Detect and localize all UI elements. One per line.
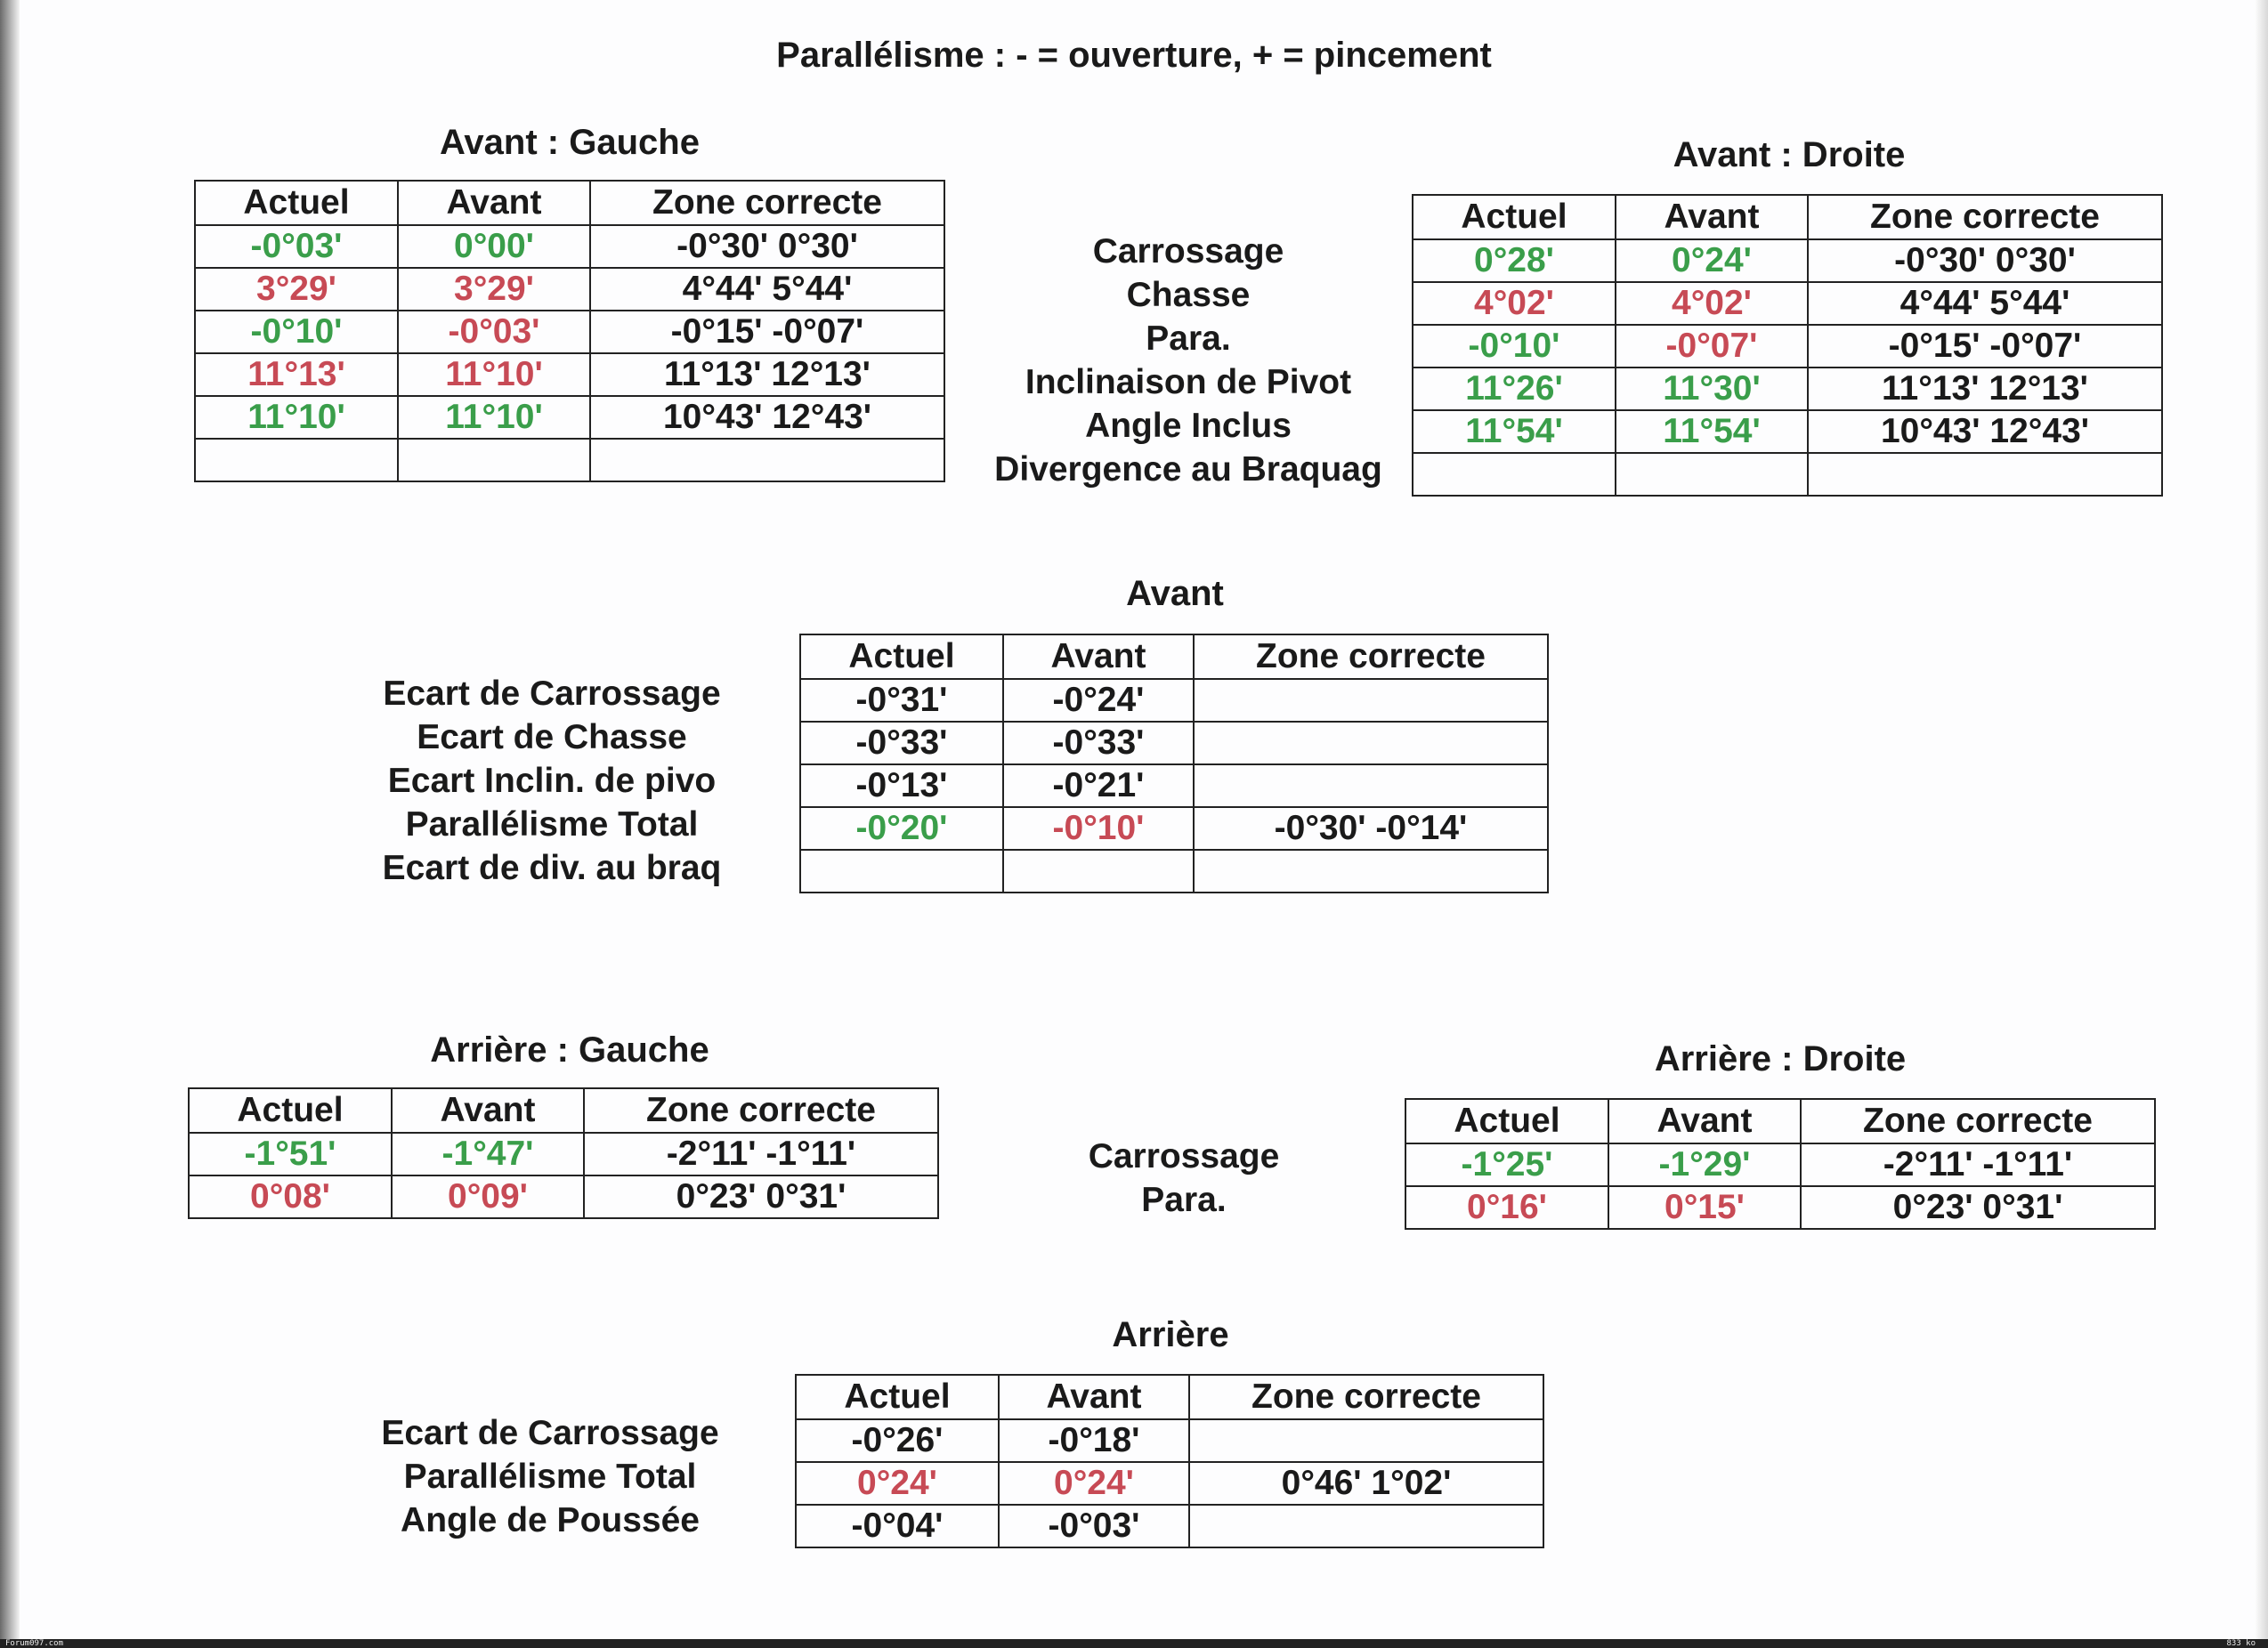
- cell-avant: -0°03': [398, 311, 590, 353]
- table-body: [800, 679, 1548, 893]
- cell-zone: 11°13' 12°13': [590, 353, 944, 396]
- front-row-labels: [966, 230, 1411, 491]
- header-zone: Zone correcte: [1194, 634, 1548, 679]
- cell-zone: [1194, 679, 1548, 722]
- label-ecart-div: Ecart de div. au braq: [382, 849, 722, 887]
- cell-avant: -0°07': [1616, 325, 1808, 368]
- scan-right-edge: [2256, 0, 2268, 1648]
- cell-zone: -0°30' 0°30': [590, 225, 944, 268]
- cell-actuel: [800, 850, 1003, 893]
- cell-avant: 4°02': [1616, 282, 1808, 325]
- table-body: [195, 225, 944, 481]
- page-title: Parallélisme : - = ouverture, + = pincement: [776, 36, 1492, 75]
- table-row: [796, 1462, 1543, 1505]
- label-ecart-inclin: Ecart Inclin. de pivo: [387, 762, 717, 800]
- cell-avant: -1°47': [392, 1133, 584, 1175]
- label-para: Para.: [1146, 319, 1231, 358]
- rear-axle-labels: [336, 1411, 764, 1542]
- table-row: [800, 850, 1548, 893]
- cell-actuel: 11°26': [1413, 368, 1616, 410]
- cell-zone: [1189, 1419, 1543, 1462]
- cell-zone: 10°43' 12°43': [1808, 410, 2162, 453]
- cell-actuel: 11°54': [1413, 410, 1616, 453]
- cell-zone: [590, 439, 944, 481]
- cell-zone: 4°44' 5°44': [590, 268, 944, 311]
- header-actuel: Actuel: [1405, 1099, 1608, 1143]
- table-body: [1405, 1143, 2155, 1229]
- label-ecart-carrossage: Ecart de Carrossage: [383, 675, 721, 713]
- caption-rear-right: Arrière : Droite: [1654, 1039, 1907, 1078]
- cell-actuel: -0°31': [800, 679, 1003, 722]
- cell-zone: 10°43' 12°43': [590, 396, 944, 439]
- cell-zone: [1808, 453, 2162, 496]
- cell-actuel: 0°28': [1413, 239, 1616, 282]
- cell-actuel: 11°10': [195, 396, 398, 439]
- cell-avant: [1003, 850, 1194, 893]
- cell-avant: -0°21': [1003, 764, 1194, 807]
- label-inclinaison: Inclinaison de Pivot: [1025, 363, 1352, 401]
- table-body: [796, 1419, 1543, 1547]
- table-row: [1413, 325, 2162, 368]
- header-zone: Zone correcte: [1189, 1375, 1543, 1419]
- cell-actuel: -0°13': [800, 764, 1003, 807]
- cell-avant: 0°24': [999, 1462, 1189, 1505]
- table-body: [189, 1133, 938, 1218]
- caption-front-right: Avant : Droite: [1673, 135, 1906, 174]
- caption-front-left: Avant : Gauche: [440, 123, 700, 162]
- cell-avant: 0°24': [1616, 239, 1808, 282]
- label-angle-poussee: Angle de Poussée: [401, 1501, 700, 1539]
- cell-zone: [1194, 764, 1548, 807]
- cell-avant: 0°09': [392, 1175, 584, 1218]
- header-avant: Avant: [392, 1088, 584, 1133]
- label-angle-inclus: Angle Inclus: [1085, 407, 1292, 445]
- cell-zone: -0°30' -0°14': [1194, 807, 1548, 850]
- cell-actuel: -0°10': [1413, 325, 1616, 368]
- cell-actuel: [1413, 453, 1616, 496]
- cell-avant: 11°10': [398, 353, 590, 396]
- header-actuel: Actuel: [800, 634, 1003, 679]
- header-avant: Avant: [1608, 1099, 1801, 1143]
- label-carrossage: Carrossage: [1092, 232, 1284, 271]
- cell-actuel: -0°33': [800, 722, 1003, 764]
- cell-zone: -0°15' -0°07': [1808, 325, 2162, 368]
- label-carrossage: Carrossage: [1088, 1137, 1280, 1175]
- cell-avant: -0°10': [1003, 807, 1194, 850]
- cell-zone: -0°15' -0°07': [590, 311, 944, 353]
- table-row: [1413, 282, 2162, 325]
- header-zone: Zone correcte: [584, 1088, 938, 1133]
- cell-avant: -0°33': [1003, 722, 1194, 764]
- cell-zone: -2°11' -1°11': [1801, 1143, 2155, 1186]
- scan-left-edge: [0, 0, 20, 1648]
- table-row: [800, 764, 1548, 807]
- cell-actuel: 0°16': [1405, 1186, 1608, 1229]
- header-zone: Zone correcte: [1808, 195, 2162, 239]
- table-row: [796, 1505, 1543, 1547]
- table-row: [800, 722, 1548, 764]
- label-ecart-carrossage: Ecart de Carrossage: [381, 1414, 719, 1452]
- cell-avant: 11°54': [1616, 410, 1808, 453]
- cell-zone: -2°11' -1°11': [584, 1133, 938, 1175]
- cell-avant: 11°10': [398, 396, 590, 439]
- footer-left-text: Forum097.com: [5, 1639, 64, 1648]
- cell-avant: 3°29': [398, 268, 590, 311]
- cell-zone: [1189, 1505, 1543, 1547]
- table-front-axle: [799, 634, 1549, 893]
- table-row: [800, 679, 1548, 722]
- caption-rear-left: Arrière : Gauche: [430, 1030, 709, 1070]
- table-row: [195, 353, 944, 396]
- cell-zone: 0°23' 0°31': [1801, 1186, 2155, 1229]
- table-row: [195, 439, 944, 481]
- table-rear-axle: [795, 1374, 1544, 1548]
- table-row: [195, 225, 944, 268]
- cell-zone: [1194, 722, 1548, 764]
- cell-zone: -0°30' 0°30': [1808, 239, 2162, 282]
- footer-bar: [0, 1639, 2268, 1648]
- label-chasse: Chasse: [1126, 276, 1251, 314]
- table-front-left: [194, 180, 945, 482]
- table-row: [1413, 453, 2162, 496]
- header-zone: Zone correcte: [590, 181, 944, 225]
- table-row: [1405, 1143, 2155, 1186]
- table-body: [1413, 239, 2162, 496]
- cell-actuel: 4°02': [1413, 282, 1616, 325]
- cell-avant: [398, 439, 590, 481]
- header-actuel: Actuel: [189, 1088, 392, 1133]
- cell-avant: -0°03': [999, 1505, 1189, 1547]
- label-parallelisme-total: Parallélisme Total: [403, 1458, 697, 1496]
- header-actuel: Actuel: [1413, 195, 1616, 239]
- table-front-right: [1412, 194, 2163, 497]
- header-actuel: Actuel: [195, 181, 398, 225]
- table-row: [1413, 410, 2162, 453]
- caption-rear-axle: Arrière: [1112, 1315, 1229, 1354]
- table-rear-left: [188, 1087, 939, 1219]
- table-row: [1413, 368, 2162, 410]
- cell-actuel: -0°10': [195, 311, 398, 353]
- cell-zone: 4°44' 5°44': [1808, 282, 2162, 325]
- cell-avant: -0°24': [1003, 679, 1194, 722]
- footer-right-text: 833 ko: [2226, 1639, 2256, 1648]
- front-axle-labels: [338, 672, 765, 890]
- cell-avant: -0°18': [999, 1419, 1189, 1462]
- table-row: [1405, 1186, 2155, 1229]
- cell-actuel: 3°29': [195, 268, 398, 311]
- table-row: [189, 1133, 938, 1175]
- cell-zone: 0°46' 1°02': [1189, 1462, 1543, 1505]
- header-actuel: Actuel: [796, 1375, 999, 1419]
- header-avant: Avant: [999, 1375, 1189, 1419]
- cell-avant: -1°29': [1608, 1143, 1801, 1186]
- caption-front-axle: Avant: [1126, 574, 1224, 613]
- label-divergence: Divergence au Braquag: [994, 450, 1382, 489]
- cell-actuel: -1°51': [189, 1133, 392, 1175]
- cell-avant: 0°00': [398, 225, 590, 268]
- cell-zone: 0°23' 0°31': [584, 1175, 938, 1218]
- cell-actuel: -0°20': [800, 807, 1003, 850]
- header-avant: Avant: [1003, 634, 1194, 679]
- table-row: [195, 268, 944, 311]
- cell-avant: 11°30': [1616, 368, 1808, 410]
- header-avant: Avant: [1616, 195, 1808, 239]
- label-parallelisme-total: Parallélisme Total: [405, 805, 699, 844]
- table-row: [189, 1175, 938, 1218]
- table-row: [195, 396, 944, 439]
- table-row: [195, 311, 944, 353]
- header-zone: Zone correcte: [1801, 1099, 2155, 1143]
- table-rear-right: [1405, 1098, 2156, 1230]
- table-row: [796, 1419, 1543, 1462]
- cell-actuel: -0°04': [796, 1505, 999, 1547]
- cell-actuel: 0°24': [796, 1462, 999, 1505]
- table-row: [800, 807, 1548, 850]
- label-para: Para.: [1141, 1181, 1227, 1219]
- header-avant: Avant: [398, 181, 590, 225]
- cell-actuel: [195, 439, 398, 481]
- label-ecart-chasse: Ecart de Chasse: [417, 718, 687, 756]
- table-row: [1413, 239, 2162, 282]
- cell-avant: 0°15': [1608, 1186, 1801, 1229]
- cell-actuel: -0°03': [195, 225, 398, 268]
- cell-avant: [1616, 453, 1808, 496]
- cell-actuel: -0°26': [796, 1419, 999, 1462]
- cell-zone: 11°13' 12°13': [1808, 368, 2162, 410]
- cell-actuel: 11°13': [195, 353, 398, 396]
- rear-row-labels: [1006, 1135, 1362, 1222]
- cell-zone: [1194, 850, 1548, 893]
- cell-actuel: -1°25': [1405, 1143, 1608, 1186]
- cell-actuel: 0°08': [189, 1175, 392, 1218]
